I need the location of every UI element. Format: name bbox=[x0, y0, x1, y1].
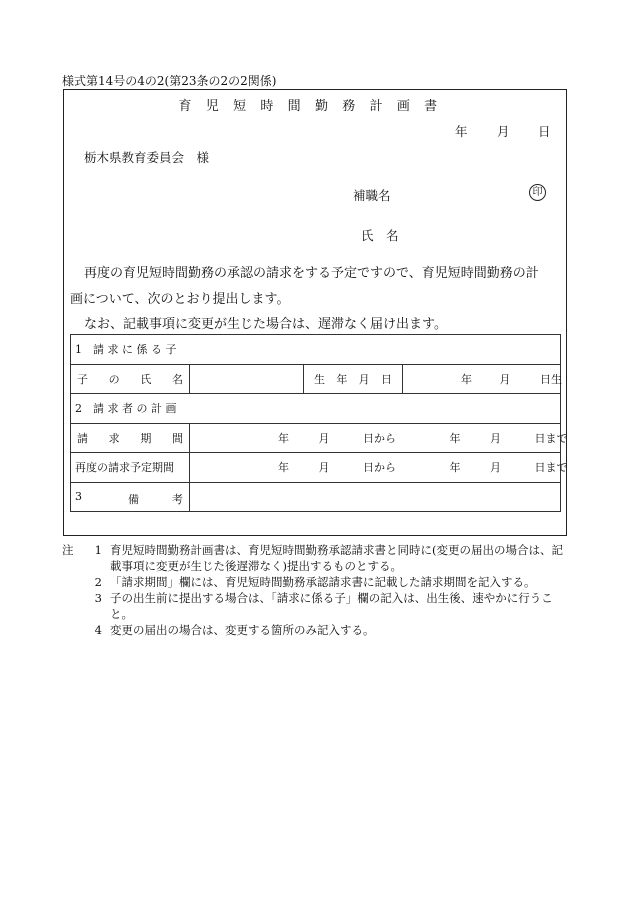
seal-mark: 印 bbox=[529, 184, 546, 201]
child-name-label bbox=[71, 364, 190, 394]
remarks-number: 3 bbox=[75, 490, 82, 504]
section-1-header: 1 請 求 に 係 る 子 bbox=[71, 335, 561, 365]
period-from-month: 月 bbox=[318, 431, 330, 445]
table-row bbox=[71, 482, 561, 512]
reperiod-to-month: 月 bbox=[490, 461, 501, 475]
birth-date-label-text: 生 年 月 日 bbox=[314, 372, 392, 386]
reperiod-from-day: 日から bbox=[363, 461, 396, 475]
reperiod-to-day: 日まで bbox=[534, 461, 568, 475]
note-item bbox=[62, 542, 567, 574]
position-label: 補職名 bbox=[353, 188, 391, 203]
table-row bbox=[71, 423, 561, 453]
note-item bbox=[62, 574, 567, 590]
note-mark: 注 bbox=[62, 543, 74, 557]
table-row bbox=[71, 335, 561, 365]
addressee: 栃木県教育委員会 様 bbox=[84, 150, 210, 165]
reperiod-to-year: 年 bbox=[449, 461, 461, 475]
table-row bbox=[71, 453, 561, 483]
birth-day: 日生 bbox=[540, 372, 562, 386]
note-item bbox=[62, 590, 567, 622]
reperiod-from-year: 年 bbox=[278, 461, 289, 475]
notes-section bbox=[62, 542, 567, 638]
birth-month: 月 bbox=[499, 372, 511, 386]
remarks-field[interactable] bbox=[190, 482, 561, 512]
table-row bbox=[71, 364, 561, 394]
document-title: 育児短時間勤務計画書 bbox=[178, 99, 452, 114]
table-row bbox=[71, 394, 561, 424]
date-year-label: 年 bbox=[455, 124, 468, 139]
period-to-month: 月 bbox=[490, 431, 501, 445]
child-name-label-text: 子 の 氏 名 bbox=[77, 372, 183, 386]
section-2-header: 2 請 求 者 の 計 画 bbox=[71, 394, 561, 424]
form-number-label: 様式第14号の4の2(第23条の2の2関係) bbox=[62, 74, 277, 88]
remarks-label bbox=[71, 482, 190, 512]
reperiod-field[interactable] bbox=[190, 453, 568, 483]
plan-table bbox=[70, 334, 568, 512]
note-text: 子の出生前に提出する場合は、「請求に係る子」欄の記入は、出生後、速やかに行うこと。 bbox=[110, 591, 553, 621]
birth-date-label bbox=[304, 364, 403, 394]
reperiod-from-month: 月 bbox=[318, 461, 330, 475]
note-number: 4 bbox=[94, 623, 102, 637]
note-text: 「請求期間」欄には、育児短時間勤務承認請求書に記載した請求期間を記入する。 bbox=[110, 575, 536, 589]
child-name-field[interactable] bbox=[190, 364, 304, 394]
body-paragraph-line-2: 画について、次のとおり提出します。 bbox=[70, 292, 290, 307]
note-text: 育児短時間勤務計画書は、育児短時間勤務承認請求書と同時に(変更の届出の場合は、記載事項に変更が生じた後遅滞なく)提出するものとする。 bbox=[110, 543, 563, 573]
period-label-text: 請 求 期 間 bbox=[77, 431, 183, 445]
period-to-year: 年 bbox=[449, 431, 461, 445]
name-label: 氏 名 bbox=[361, 228, 399, 243]
period-field[interactable] bbox=[190, 423, 568, 453]
period-to-day: 日まで bbox=[534, 431, 568, 445]
reperiod-label: 再度の請求予定期間 bbox=[71, 453, 190, 483]
date-day-label: 日 bbox=[538, 124, 551, 139]
remarks-label-text: 備 考 bbox=[128, 492, 183, 506]
birth-year: 年 bbox=[461, 372, 472, 386]
body-paragraph-line-1: 再度の育児短時間勤務の承認の請求をする予定ですので、育児短時間勤務の計 bbox=[84, 266, 539, 281]
period-label bbox=[71, 423, 190, 453]
note-text: 変更の届出の場合は、変更する箇所のみ記入する。 bbox=[110, 623, 375, 637]
note-item bbox=[62, 622, 567, 638]
birth-date-field[interactable] bbox=[403, 364, 561, 394]
note-number: 2 bbox=[94, 575, 102, 589]
date-month-label: 月 bbox=[497, 124, 510, 139]
period-from-day: 日から bbox=[363, 431, 396, 445]
period-from-year: 年 bbox=[278, 431, 289, 445]
note-number: 3 bbox=[94, 591, 102, 605]
body-paragraph-2: なお、記載事項に変更が生じた場合は、遅滞なく届け出ます。 bbox=[84, 317, 447, 332]
note-number: 1 bbox=[94, 543, 102, 557]
